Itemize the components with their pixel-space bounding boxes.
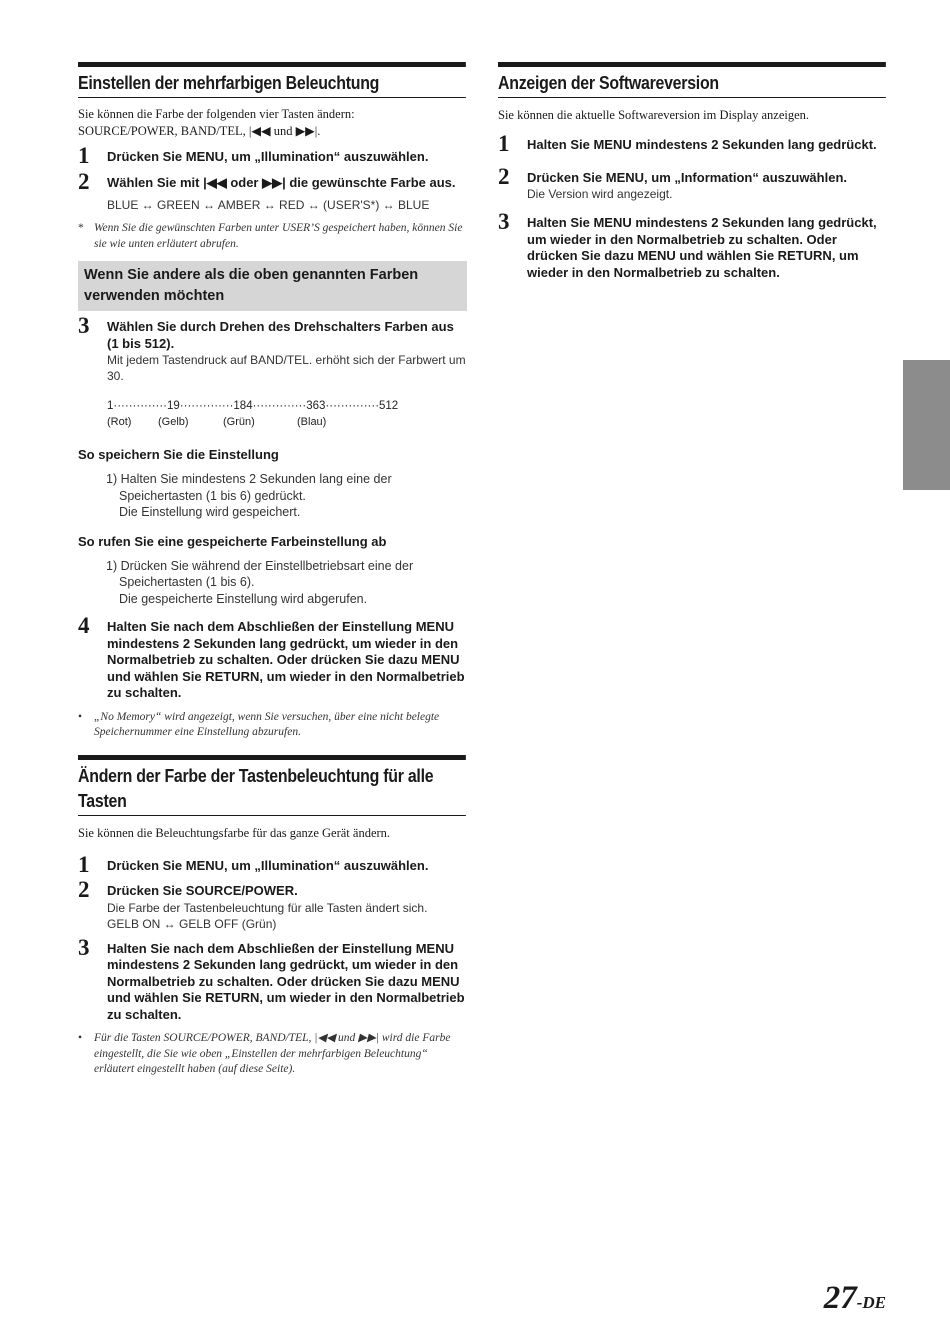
section-intro: Sie können die aktuelle Softwareversion im Display anzeigen.: [498, 108, 810, 122]
scale-values: 1··············19··············184··············363··············512: [107, 400, 399, 412]
step-number: 4: [78, 613, 90, 638]
step-number: 1: [78, 143, 90, 168]
color-sequence: BLUE ↔ GREEN ↔ AMBER ↔ RED ↔ (USER'S*) ↔ BLUE: [107, 198, 430, 212]
note-text: Für die Tasten SOURCE/POWER, BAND/TEL, |◀◀ und ▶▶| wird die Farbe eingestellt, die Sie wie oben „Einstellen der mehrfarbigen Beleuchtung“ erläutert eingestellt haben (auf diese Seite).: [94, 1032, 451, 1075]
section-title-multicolor: Einstellen der mehrfarbigen Beleuchtung: [78, 62, 466, 98]
step-number: 2: [78, 877, 90, 902]
step-number: 3: [78, 313, 90, 338]
subsection-heading-box: Wenn Sie andere als die oben genannten Farben verwenden möchten: [78, 261, 467, 311]
step-sub-text: Die Farbe der Tastenbeleuchtung für alle Tasten ändert sich.: [107, 900, 428, 915]
section-intro: Sie können die Beleuchtungsfarbe für das ganze Gerät ändern.: [78, 825, 391, 840]
step-number: 2: [498, 163, 510, 189]
bullet-note: [78, 710, 467, 741]
section-title-all-keys: Ändern der Farbe der Tastenbeleuchtung für alle Tasten: [78, 755, 466, 816]
edge-tab-marker: [903, 360, 950, 490]
step-4: [78, 613, 467, 702]
step-1: [78, 851, 467, 877]
step-sub-text: Mit jedem Tastendruck auf BAND/TEL. erhöht sich der Farbwert um 30.: [107, 353, 466, 383]
intro-line-2: SOURCE/POWER, BAND/TEL, |◀◀ und ▶▶|.: [78, 124, 321, 138]
note-text: Wenn Sie die gewünschten Farben unter USER’S gespeichert haben, können Sie sie wie unten erläutert abrufen.: [94, 222, 463, 250]
section-title-software-version: Anzeigen der Softwareversion: [498, 62, 886, 98]
step-sub-text: GELB ON ↔ GELB OFF (Grün): [107, 916, 277, 931]
step-text: Drücken Sie MENU, um „Illumination“ auszuwählen.: [107, 149, 429, 164]
intro-line-1: Sie können die Farbe der folgenden vier Tasten ändern:: [78, 107, 355, 121]
step-sub-text: Die Version wird angezeigt.: [527, 187, 673, 201]
step-text: Halten Sie nach dem Abschließen der Einstellung MENU mindestens 2 Sekunden lang gedrückt, um wieder in den Normalbetrieb zu schalten. Oder drücken Sie dazu MENU und wählen Sie RETURN, um wieder in den Normalbetrieb zu schalten.: [107, 940, 465, 1022]
step-3: [78, 934, 467, 1024]
note-text: „No Memory“ wird angezeigt, wenn Sie versuchen, über eine nicht belegte Speichernummer eine Einstellung abzurufen.: [94, 710, 440, 738]
step-text: Drücken Sie MENU, um „Illumination“ auszuwählen.: [107, 857, 429, 873]
step-text: Drücken Sie MENU, um „Information“ auszuwählen.: [527, 169, 847, 185]
recall-procedure: 1) Drücken Sie während der Einstellbetriebsart eine der Speichertasten (1 bis 6). Die gespeicherte Einstellung wird abgerufen.: [106, 558, 414, 606]
step-number: 2: [78, 168, 90, 194]
color-scale: [78, 398, 467, 430]
step-2: [78, 877, 467, 932]
bullet-note: [78, 1031, 467, 1078]
recall-heading: So rufen Sie eine gespeicherte Farbeinstellung ab: [78, 533, 387, 549]
step-number: 1: [498, 131, 510, 156]
step-text: Wählen Sie durch Drehen des Drehschalters Farben aus (1 bis 512).: [107, 319, 454, 351]
step-text: Drücken Sie SOURCE/POWER.: [107, 883, 298, 898]
save-procedure: 1) Halten Sie mindestens 2 Sekunden lang eine der Speichertasten (1 bis 6) gedrückt. Die Einstellung wird gespeichert.: [106, 472, 392, 519]
step-number: 3: [78, 934, 90, 960]
step-text: Halten Sie MENU mindestens 2 Sekunden lang gedrückt.: [527, 137, 877, 152]
step-text: Wählen Sie mit |◀◀ oder ▶▶| die gewünschte Farbe aus.: [107, 174, 456, 190]
scale-label-yellow: (Gelb): [158, 416, 189, 428]
scale-label-red: (Rot): [107, 416, 132, 428]
page-number-value: 27: [823, 1280, 857, 1316]
bullet: •: [78, 710, 83, 723]
right-column: [498, 62, 887, 281]
step-1: [78, 143, 467, 168]
step-text: Halten Sie nach dem Abschließen der Einstellung MENU mindestens 2 Sekunden lang gedrückt, um wieder in den Normalbetrieb zu schalten. Oder drücken Sie dazu MENU und wählen Sie RETURN, um wieder in den Normalbetrieb zu schalten.: [107, 619, 465, 700]
asterisk-note: [78, 221, 467, 252]
save-heading: So speichern Sie die Einstellung: [78, 447, 279, 462]
step-2: [498, 163, 887, 203]
step-3: [78, 313, 467, 384]
step-number: 1: [78, 851, 90, 877]
scale-labels: [107, 414, 467, 430]
step-3: [498, 209, 887, 281]
step-text: Halten Sie MENU mindestens 2 Sekunden lang gedrückt, um wieder in den Normalbetrieb zu schalten. Oder drücken Sie dazu MENU und wählen Sie RETURN, um wieder in den Normalbetrieb zu schalten.: [527, 215, 877, 280]
page-number-suffix: -DE: [856, 1293, 886, 1312]
left-column: [78, 62, 467, 1078]
step-2: [78, 168, 467, 214]
section-intro: [78, 106, 467, 140]
step-number: 3: [498, 209, 510, 234]
note-asterisk: *: [78, 222, 84, 234]
scale-label-green: (Grün): [223, 416, 255, 428]
bullet: •: [78, 1032, 83, 1044]
page-number: [824, 1280, 886, 1321]
scale-label-blue: (Blau): [297, 416, 327, 428]
step-1: [498, 131, 887, 156]
